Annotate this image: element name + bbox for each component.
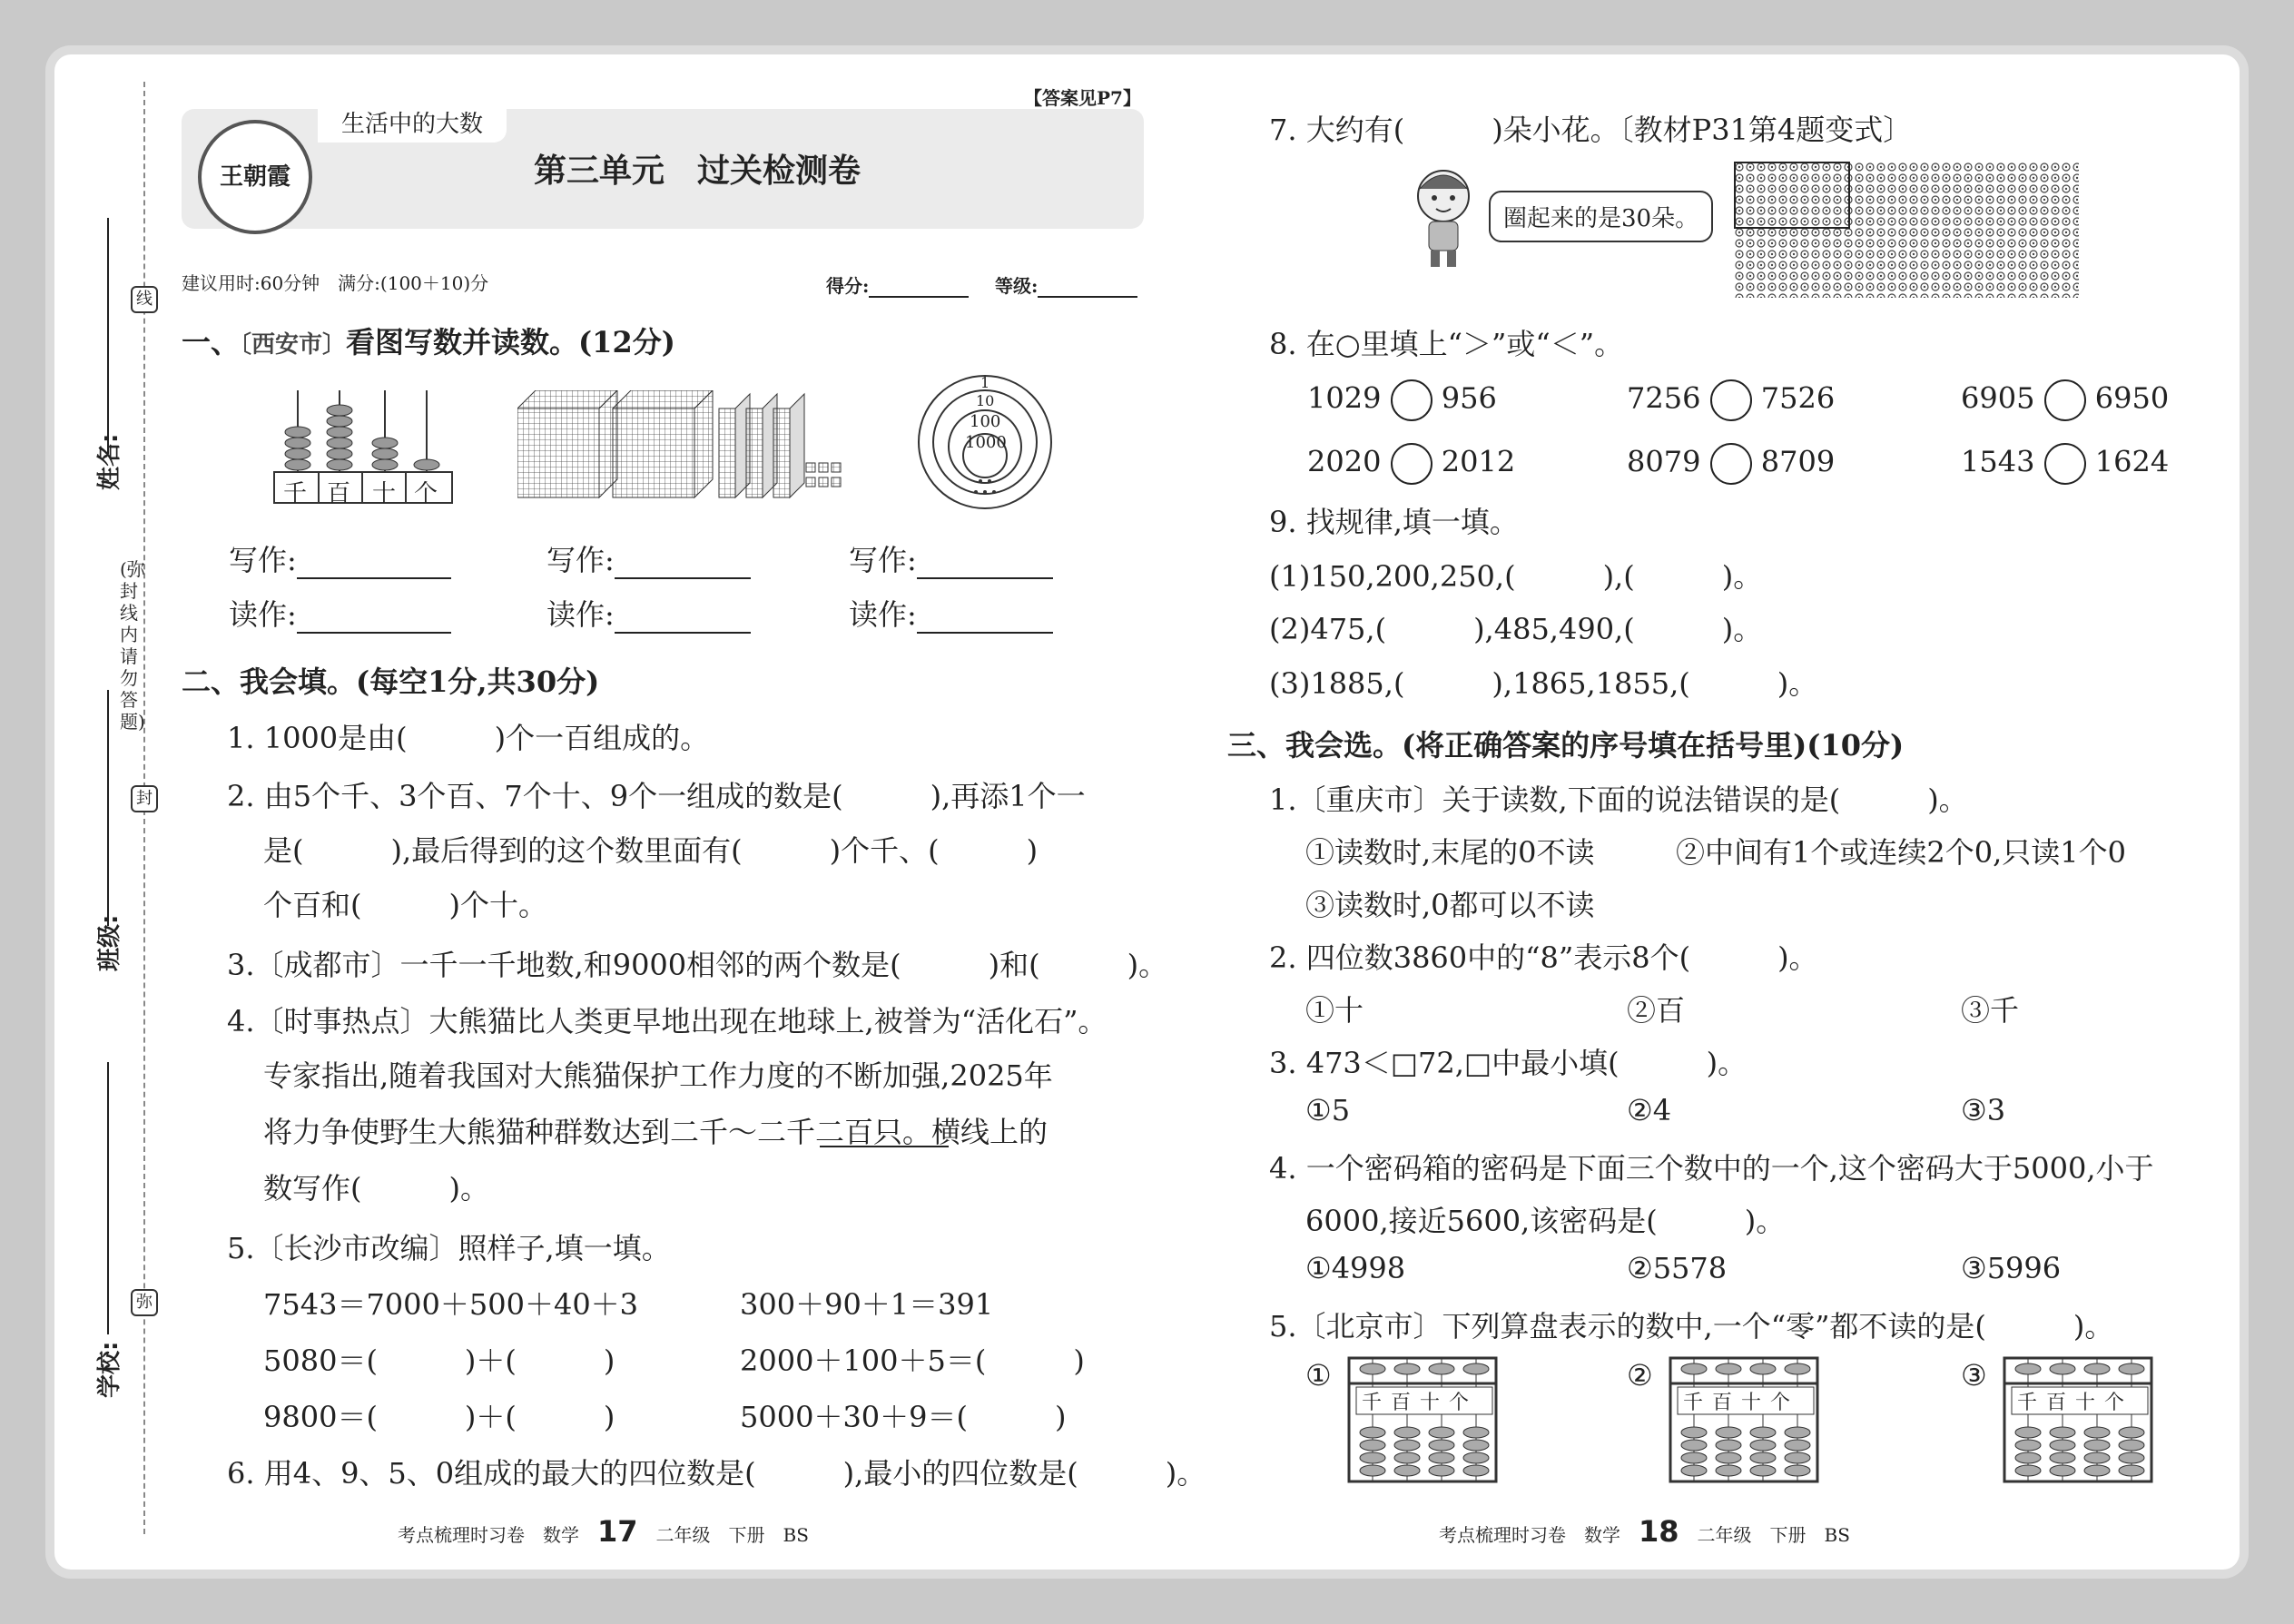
abacus-option-1-drawing: [1345, 1356, 1500, 1483]
section-2-title: 二、我会填。(每空1分,共30分): [182, 664, 600, 699]
class-label: 班级:: [96, 914, 123, 971]
score-label: 得分:: [826, 269, 969, 298]
p2-q5-row2-right: 2000＋100＋5＝( ): [740, 1343, 1085, 1378]
target-label-10: 10: [976, 392, 995, 409]
p2-q4-line3: 将力争使野生大熊猫种群数达到二千～二千二百只。横线上的: [263, 1115, 1049, 1149]
compare-circle[interactable]: [1710, 379, 1752, 421]
answer-ref: 【答案见P7】: [1024, 87, 1141, 109]
abacus-option-2[interactable]: [1667, 1356, 1821, 1483]
school-line: [107, 1062, 109, 1334]
abacus-option-2-drawing: [1667, 1356, 1821, 1483]
compare-circle[interactable]: [2044, 379, 2086, 421]
page-number-left: 17: [597, 1514, 638, 1549]
footer-right: 考点梳理时习卷 数学 18 二年级 下册 BS: [1439, 1514, 1850, 1549]
q8: 8. 在○里填上“＞”或“＜”。: [1269, 327, 1624, 361]
abacus-3-labels: 千百十个: [2017, 1392, 2134, 1414]
p2-q4-underline: [820, 1146, 949, 1147]
abacus-label-shi: 十: [372, 480, 397, 507]
q9-2: (2)475,( ),485,490,( )。: [1269, 612, 1763, 646]
q9-3: (3)1885,( ),1865,1855,( )。: [1269, 666, 1818, 701]
boy-figure: [1407, 162, 1480, 271]
brand-logo: [198, 120, 312, 234]
grade-blank[interactable]: [1038, 269, 1137, 298]
p2-q1: 1. 1000是由( )个一百组成的。: [227, 721, 710, 755]
read-blank-1[interactable]: [297, 605, 451, 634]
p3-q1-opt2[interactable]: ②中间有1个或连续2个0,只读1个0: [1676, 835, 2126, 870]
compare-circle[interactable]: [1710, 443, 1752, 485]
p3-q3-opt2[interactable]: ②4: [1627, 1093, 1672, 1127]
p3-q2-opt3[interactable]: ③千: [1961, 993, 2020, 1028]
abacus-option-2-num[interactable]: ②: [1627, 1358, 1653, 1393]
abacus-label-bai: 百: [327, 480, 351, 507]
seal-note: (弥封线内请勿答题): [120, 558, 145, 733]
read-answer-2: 读作:: [546, 592, 751, 634]
p2-q5-row1-left: 7543＝7000＋500＋40＋3: [263, 1287, 639, 1322]
abacus-option-1-num[interactable]: ①: [1305, 1358, 1332, 1393]
read-answer-3: 读作:: [849, 592, 1053, 634]
abacus-option-3-drawing: [2001, 1356, 2155, 1483]
seal-mark-xian: 线: [131, 286, 158, 313]
flower-field: [1734, 162, 2079, 298]
p3-q3: 3. 473＜□72,□中最小填( )。: [1269, 1046, 1748, 1080]
footer-left: 考点梳理时习卷 数学 17 二年级 下册 BS: [398, 1514, 809, 1549]
abacus-1-labels: 千百十个: [1362, 1392, 1479, 1414]
cubes-drawing: [517, 390, 853, 499]
score-blank[interactable]: [869, 269, 969, 298]
flowers-drawing: [1734, 162, 2079, 298]
target-label-1000: 1000: [965, 433, 1007, 452]
compare-circle[interactable]: [2044, 443, 2086, 485]
time-score-info: 建议用时:60分钟 满分:(100＋10)分: [182, 272, 489, 294]
p3-q4-line2: 6000,接近5600,该密码是( )。: [1305, 1204, 1786, 1238]
q8-r1-c2: 7256 7526: [1627, 379, 1835, 421]
p2-q5-row3-right: 5000＋30＋9＝( ): [740, 1400, 1067, 1434]
p3-q4-opt2[interactable]: ②5578: [1627, 1251, 1728, 1285]
p3-q3-opt3[interactable]: ③3: [1961, 1093, 2006, 1127]
speech-bubble: 圈起来的是30朵。: [1489, 191, 1713, 242]
q8-r1-c1: 1029 956: [1307, 379, 1497, 421]
p2-q4-line4: 数写作( )。: [263, 1171, 489, 1206]
q8-r2-c2: 8079 8709: [1627, 443, 1835, 485]
write-blank-3[interactable]: [917, 550, 1053, 579]
p3-q5: 5.〔北京市〕下列算盘表示的数中,一个“零”都不读的是( )。: [1269, 1309, 2114, 1343]
p2-q5: 5.〔长沙市改编〕照样子,填一填。: [227, 1231, 671, 1265]
class-line: [107, 690, 109, 926]
compare-circle[interactable]: [1391, 443, 1433, 485]
p3-q4-opt1[interactable]: ①4998: [1305, 1251, 1406, 1285]
p2-q3: 3.〔成都市〕一千一千地数,和9000相邻的两个数是( )和( )。: [227, 948, 1168, 982]
read-blank-2[interactable]: [615, 605, 751, 634]
read-blank-3[interactable]: [917, 605, 1053, 634]
school-label: 学校:: [96, 1341, 123, 1398]
p2-q4-line2: 专家指出,随着我国对大熊猫保护工作力度的不断加强,2025年: [263, 1058, 1053, 1093]
abacus-label-qian: 千: [283, 480, 308, 507]
name-line: [107, 218, 109, 454]
write-answer-2: 写作:: [546, 537, 751, 579]
q9: 9. 找规律,填一填。: [1269, 505, 1519, 539]
abacus-option-3[interactable]: [2001, 1356, 2155, 1483]
p2-q2-line3: 个百和( )个十。: [263, 888, 547, 922]
target-label-1: 1: [980, 374, 990, 391]
q9-1: (1)150,200,250,( ),( )。: [1269, 559, 1763, 594]
abacus-option-3-num[interactable]: ③: [1961, 1358, 1987, 1393]
compare-circle[interactable]: [1391, 379, 1433, 421]
read-answer-1: 读作:: [229, 592, 451, 634]
p3-q2: 2. 四位数3860中的“8”表示8个( )。: [1269, 940, 1818, 975]
p3-q4-opt3[interactable]: ③5996: [1961, 1251, 2062, 1285]
write-blank-1[interactable]: [297, 550, 451, 579]
boy-drawing: [1407, 162, 1480, 271]
abacus-option-1[interactable]: [1345, 1356, 1500, 1483]
p2-q6: 6. 用4、9、5、0组成的最大的四位数是( ),最小的四位数是( )。: [227, 1456, 1206, 1491]
p2-q4-line1: 4.〔时事热点〕大熊猫比人类更早地出现在地球上,被誉为“活化石”。: [227, 1004, 1108, 1038]
name-label: 姓名:: [96, 433, 123, 490]
p3-q1: 1.〔重庆市〕关于读数,下面的说法错误的是( )。: [1269, 782, 1968, 817]
page-title: 第三单元 过关检测卷: [534, 153, 861, 190]
seal-mark-feng: 封: [131, 785, 158, 812]
seal-mark-mi: 弥: [131, 1289, 158, 1316]
q8-r1-c3: 6905 6950: [1961, 379, 2169, 421]
q8-r2-c1: 2020 2012: [1307, 443, 1515, 485]
write-answer-1: 写作:: [229, 537, 451, 579]
write-answer-3: 写作:: [849, 537, 1053, 579]
p3-q3-opt1[interactable]: ①5: [1305, 1093, 1351, 1127]
abacus-2-labels: 千百十个: [1683, 1392, 1800, 1414]
section-1-title: 一、〔西安市〕看图写数并读数。(12分): [182, 325, 675, 359]
p2-q2-line1: 2. 由5个千、3个百、7个十、9个一组成的数是( ),再添1个一: [227, 779, 1086, 813]
q8-r2-c3: 1543 1624: [1961, 443, 2169, 485]
p2-q2-line2: 是( ),最后得到的这个数里面有( )个千、( ): [263, 833, 1039, 868]
p3-q1-opt1[interactable]: ①读数时,末尾的0不读: [1305, 835, 1595, 870]
p3-q4-line1: 4. 一个密码箱的密码是下面三个数中的一个,这个密码大于5000,小于: [1269, 1151, 2154, 1186]
p3-q1-opt3[interactable]: ③读数时,0都可以不读: [1305, 888, 1595, 922]
subtitle-tab: 生活中的大数: [318, 102, 507, 143]
grade-label: 等级:: [995, 269, 1137, 298]
p3-q2-opt1[interactable]: ①十: [1305, 993, 1364, 1028]
p2-q5-row3-left: 9800＝( )＋( ): [263, 1400, 615, 1434]
p2-q5-row2-left: 5080＝( )＋( ): [263, 1343, 615, 1378]
target-label-100: 100: [970, 412, 1001, 431]
p2-q5-row1-right: 300＋90＋1＝391: [740, 1287, 994, 1322]
p3-q2-opt2[interactable]: ②百: [1627, 993, 1686, 1028]
section-3-title: 三、我会选。(将正确答案的序号填在括号里)(10分): [1227, 728, 1905, 763]
logo-text: 王朝霞: [219, 163, 290, 191]
abacus-label-ge: 个: [414, 480, 438, 507]
page-number-right: 18: [1639, 1514, 1679, 1549]
q7: 7. 大约有( )朵小花。〔教材P31第4题变式〕: [1269, 113, 1913, 147]
write-blank-2[interactable]: [615, 550, 751, 579]
cubes-figure: [517, 390, 853, 499]
